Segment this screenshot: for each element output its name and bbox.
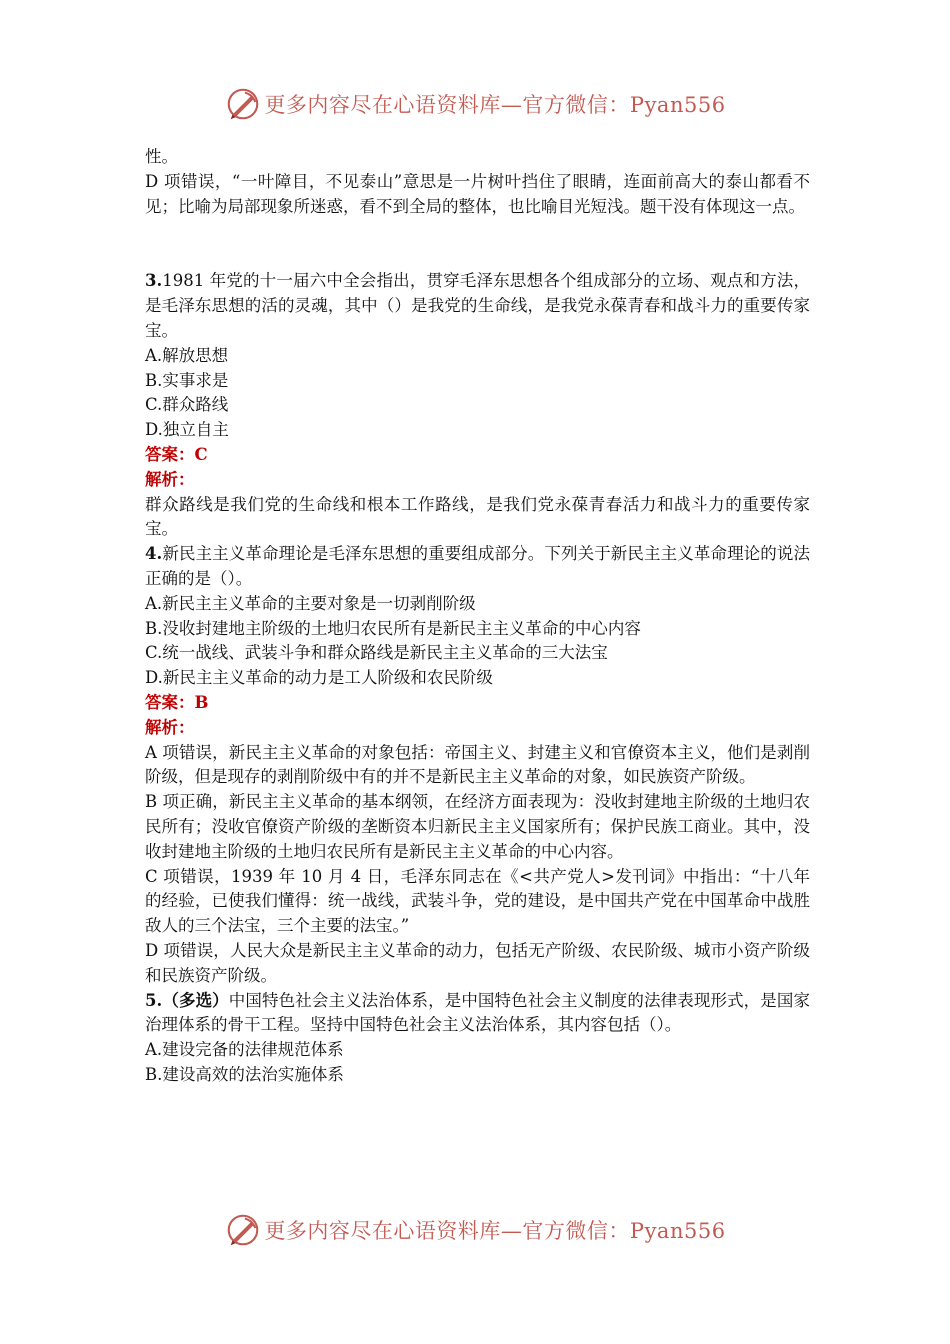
question-number: 4.	[145, 544, 163, 564]
pen-logo-icon	[224, 1211, 262, 1249]
option-a: A.解放思想	[145, 345, 229, 365]
answer-label: 答案：C	[145, 444, 208, 464]
question-text: 1981 年党的十一届六中全会指出，贯穿毛泽东思想各个组成部分的立场、观点和方法，是毛泽东思想的活的灵魂，其中（）是我党的生命线，是我党永葆青春和战斗力的重要传家宝。	[145, 271, 810, 340]
analysis-text-d: D 项错误，人民大众是新民主主义革命的动力，包括无产阶级、农民阶级、城市小资产阶级和民族资产阶级。	[145, 940, 810, 985]
analysis-text-a: A 项错误，新民主主义革命的对象包括：帝国主义、封建主义和官僚资本主义，他们是剥削阶级，但是现存的剥削阶级中有的并不是新民主主义革命的对象，如民族资产阶级。	[145, 742, 810, 787]
question-tag: （多选）	[162, 990, 229, 1010]
option-d: D.独立自主	[145, 420, 229, 440]
prev-line-2: D 项错误，“一叶障目，不见泰山”意思是一片树叶挡住了眼睛，连面前高大的泰山都看不见；比喻为局部现象所迷惑，看不到全局的整体，也比喻目光短浅。题干没有体现这一点。	[145, 171, 810, 216]
document-body	[145, 145, 810, 1088]
question-text: 新民主主义革命理论是毛泽东思想的重要组成部分。下列关于新民主主义革命理论的说法正确的是（）。	[145, 544, 810, 588]
footer-banner	[0, 1208, 950, 1252]
banner-text: 更多内容尽在心语资料库—官方微信：Pyan556	[264, 1219, 726, 1243]
question-4-stem	[145, 542, 810, 592]
option-d: D.新民主主义革命的动力是工人阶级和农民阶级	[145, 668, 493, 688]
spacer	[145, 219, 810, 269]
question-5-stem	[145, 989, 810, 1039]
answer-label: 答案：B	[145, 692, 209, 712]
analysis-text-b: B 项正确，新民主主义革命的基本纲领，在经济方面表现为：没收封建地主阶级的土地归农民所有；没收官僚资产阶级的垄断资本归新民主主义国家所有；保护民族工商业。其中，没收封建地主阶级的土地归农民所有是新民主主义革命的中心内容。	[145, 792, 810, 861]
question-number: 3.	[145, 271, 163, 291]
option-a: A.建设完备的法律规范体系	[145, 1040, 344, 1060]
analysis-text: 群众路线是我们党的生命线和根本工作路线，是我们党永葆青春活力和战斗力的重要传家宝。	[145, 494, 810, 539]
option-a: A.新民主主义革命的主要对象是一切剥削阶级	[145, 593, 476, 613]
analysis-label: 解析：	[145, 717, 195, 737]
prev-line-1: 性。	[145, 147, 178, 166]
option-b: B.建设高效的法治实施体系	[145, 1064, 344, 1084]
question-text: 中国特色社会主义法治体系，是中国特色社会主义制度的法律表现形式，是国家治理体系的骨干工程。坚持中国特色社会主义法治体系，其内容包括（）。	[145, 990, 810, 1035]
question-number: 5.	[145, 990, 163, 1010]
option-b: B.实事求是	[145, 370, 229, 390]
analysis-label: 解析：	[145, 469, 195, 489]
header-banner	[0, 82, 950, 126]
option-c: C.统一战线、武装斗争和群众路线是新民主主义革命的三大法宝	[145, 643, 608, 663]
question-3-stem	[145, 269, 810, 343]
analysis-text-c: C 项错误，1939 年 10 月 4 日，毛泽东同志在《<共产党人>发刊词》中指出：“十八年的经验，已使我们懂得：统一战线，武装斗争，党的建设，是中国共产党在中国革命中战胜敌人的三个法宝，三个主要的法宝。”	[145, 866, 810, 936]
banner-text: 更多内容尽在心语资料库—官方微信：Pyan556	[264, 93, 726, 117]
pen-logo-icon	[224, 85, 262, 123]
option-b: B.没收封建地主阶级的土地归农民所有是新民主主义革命的中心内容	[145, 618, 641, 638]
option-c: C.群众路线	[145, 395, 229, 415]
